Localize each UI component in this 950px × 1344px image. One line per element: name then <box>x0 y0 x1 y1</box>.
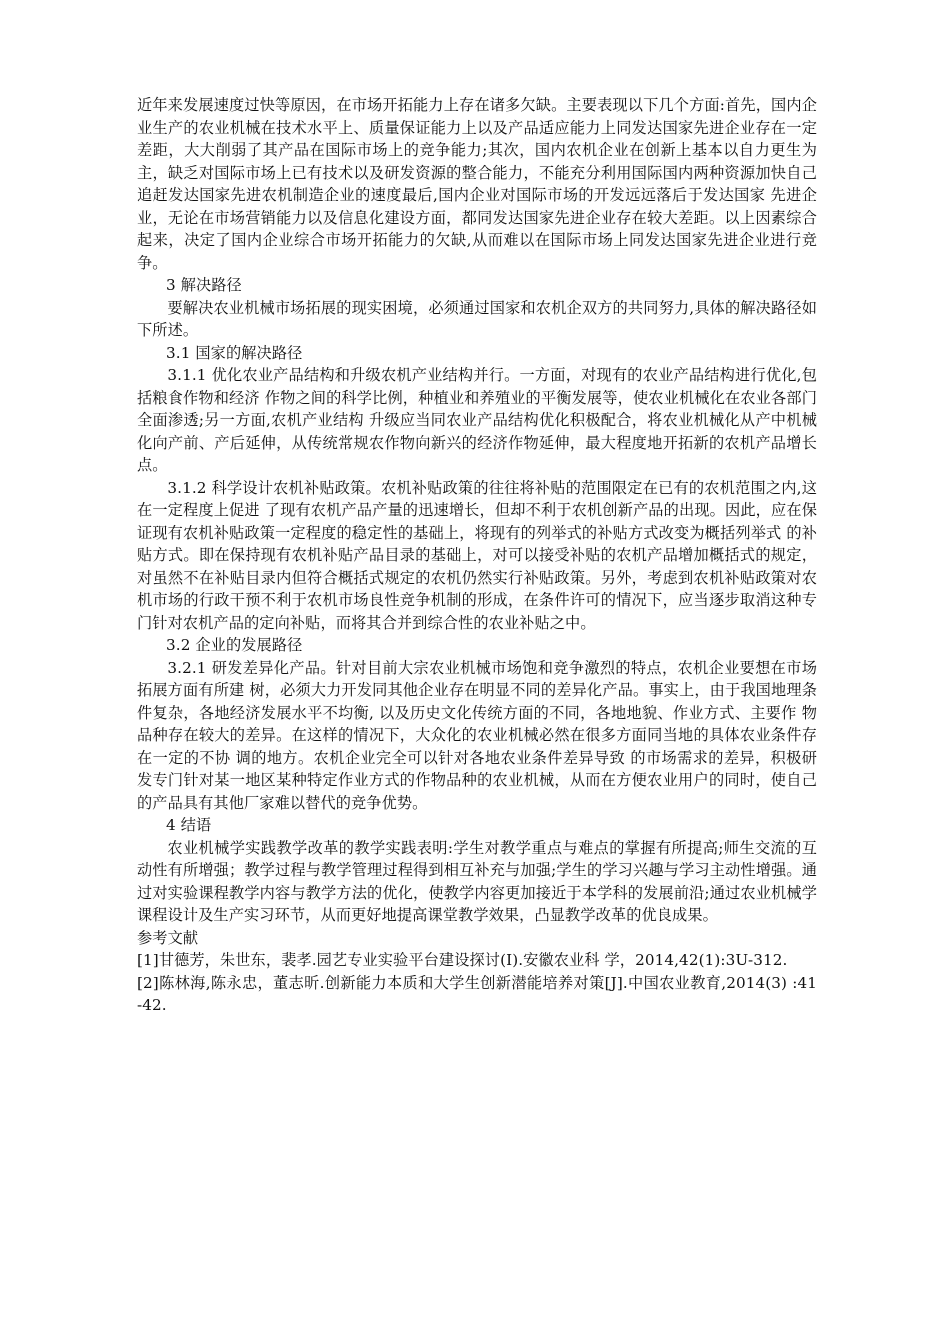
body-paragraph: 3.2.1 研发差异化产品。针对目前大宗农业机械市场饱和竞争激烈的特点，农机企业要想在市场拓展方面有所建 树，必须大力开发同其他企业存在明显不同的差异化产品。事实上，由于我国地理条件复杂，各地经济发展水平不均衡, 以及历史文化传统方面的不同，各地地貌、作业方式、主要作 物品种存在较大的差异。在这样的情况下，大众化的农业机械必然在很多方面同当地的具体农业条件存在一定的不协 调的地方。农机企业完全可以针对各地农业条件差异导致 的市场需求的差异，积极研发专门针对某一地区某种特定作业方式的作物品种的农业机械，从而在方便农业用户的同时，使自己的产品具有其他厂家难以替代的竞争优势。 <box>137 658 817 812</box>
body-paragraph: 近年来发展速度过快等原因，在市场开拓能力上存在诸多欠缺。主要表现以下几个方面:首先，国内企业生产的农业机械在技术水平上、质量保证能力上以及产品适应能力上同发达国家先进企业存在一定差距，大大削弱了其产品在国际市场上的竞争能力;其次，国内农机企业在创新上基本以自力更生为主，缺乏对国际市场上已有技术以及研发资源的整合能力，不能充分利用国际国内两种资源加快自己追赶发达国家先进农机制造企业的速度最后,国内企业对国际市场的开发远远落后于发达国家 先进企业，无论在市场营销能力以及信息化建设方面，都同发达国家先进企业存在较大差距。以上因素综合起来，决定了国内企业综合市场开拓能力的欠缺,从而难以在国际市场上同发达国家先进企业进行竞争。 <box>137 96 817 272</box>
body-paragraph: 3.1.1 优化农业产品结构和升级农机产业结构并行。一方面，对现有的农业产品结构进行优化,包括粮食作物和经济 作物之间的科学比例，种植业和养殖业的平衡发展等，使农业机械化在农业各部门全面渗透;另一方面,农机产业结构 升级应当同农业产品结构优化积极配合，将农业机械化从产中机械化向产前、产后延伸，从传统常规农作物向新兴的经济作物延伸，最大程度地开拓新的农机产品增长点。 <box>137 366 817 474</box>
reference-item: [2]陈林海,陈永忠，董志昕.创新能力本质和大学生创新潜能培养对策[J].中国农业教育,2014(3) :41 -42. <box>137 973 817 1014</box>
references-heading: 参考文献 <box>137 928 199 947</box>
section-heading: 4 结语 <box>166 816 212 834</box>
body-paragraph: 农业机械学实践教学改革的教学实践表明:学生对教学重点与难点的掌握有所提高;师生交流的互动性有所增强；教学过程与教学管理过程得到相互补充与加强;学生的学习兴趣与学习主动性增强。通过对实验课程教学内容与教学方法的优化，使教学内容更加接近于本学科的发展前沿;通过农业机械学课程设计及生产实习环节，从而更好地提高课堂教学效果，凸显教学改革的优良成果。 <box>137 838 817 924</box>
body-paragraph: 要解决农业机械市场拓展的现实困境，必须通过国家和农机企双方的共同努力,具体的解决路径如下所述。 <box>137 298 817 339</box>
section-heading: 3 解决路径 <box>166 276 242 294</box>
subsection-heading: 3.2 企业的发展路径 <box>166 636 303 654</box>
body-paragraph: 3.1.2 科学设计农机补贴政策。农机补贴政策的往往将补贴的范围限定在已有的农机范围之内,这在一定程度上促进 了现有农机产品产量的迅速增长，但却不利于农机创新产品的出现。因此，应在保证现有农机补贴政策一定程度的稳定性的基础上，将现有的列举式的补贴方式改变为概括列举式 的补贴方式。即在保持现有农机补贴产品目录的基础上，对可以接受补贴的农机产品增加概括式的规定，对虽然不在补贴目录内但符合概括式规定的农机仍然实行补贴政策。另外，考虑到农机补贴政策对农机市场的行政干预不利于农机市场良性竞争机制的形成，在条件许可的情况下，应当逐步取消这种专门针对农机产品的定向补贴，而将其合并到综合性的农业补贴之中。 <box>137 478 817 632</box>
subsection-heading: 3.1 国家的解决路径 <box>166 343 303 362</box>
document-body <box>137 94 817 1017</box>
reference-item: [1]甘德芳，朱世东，裴孝.园艺专业实验平台建设探讨(I).安徽农业科 学，2014,42(1):3U-312. <box>137 951 788 969</box>
